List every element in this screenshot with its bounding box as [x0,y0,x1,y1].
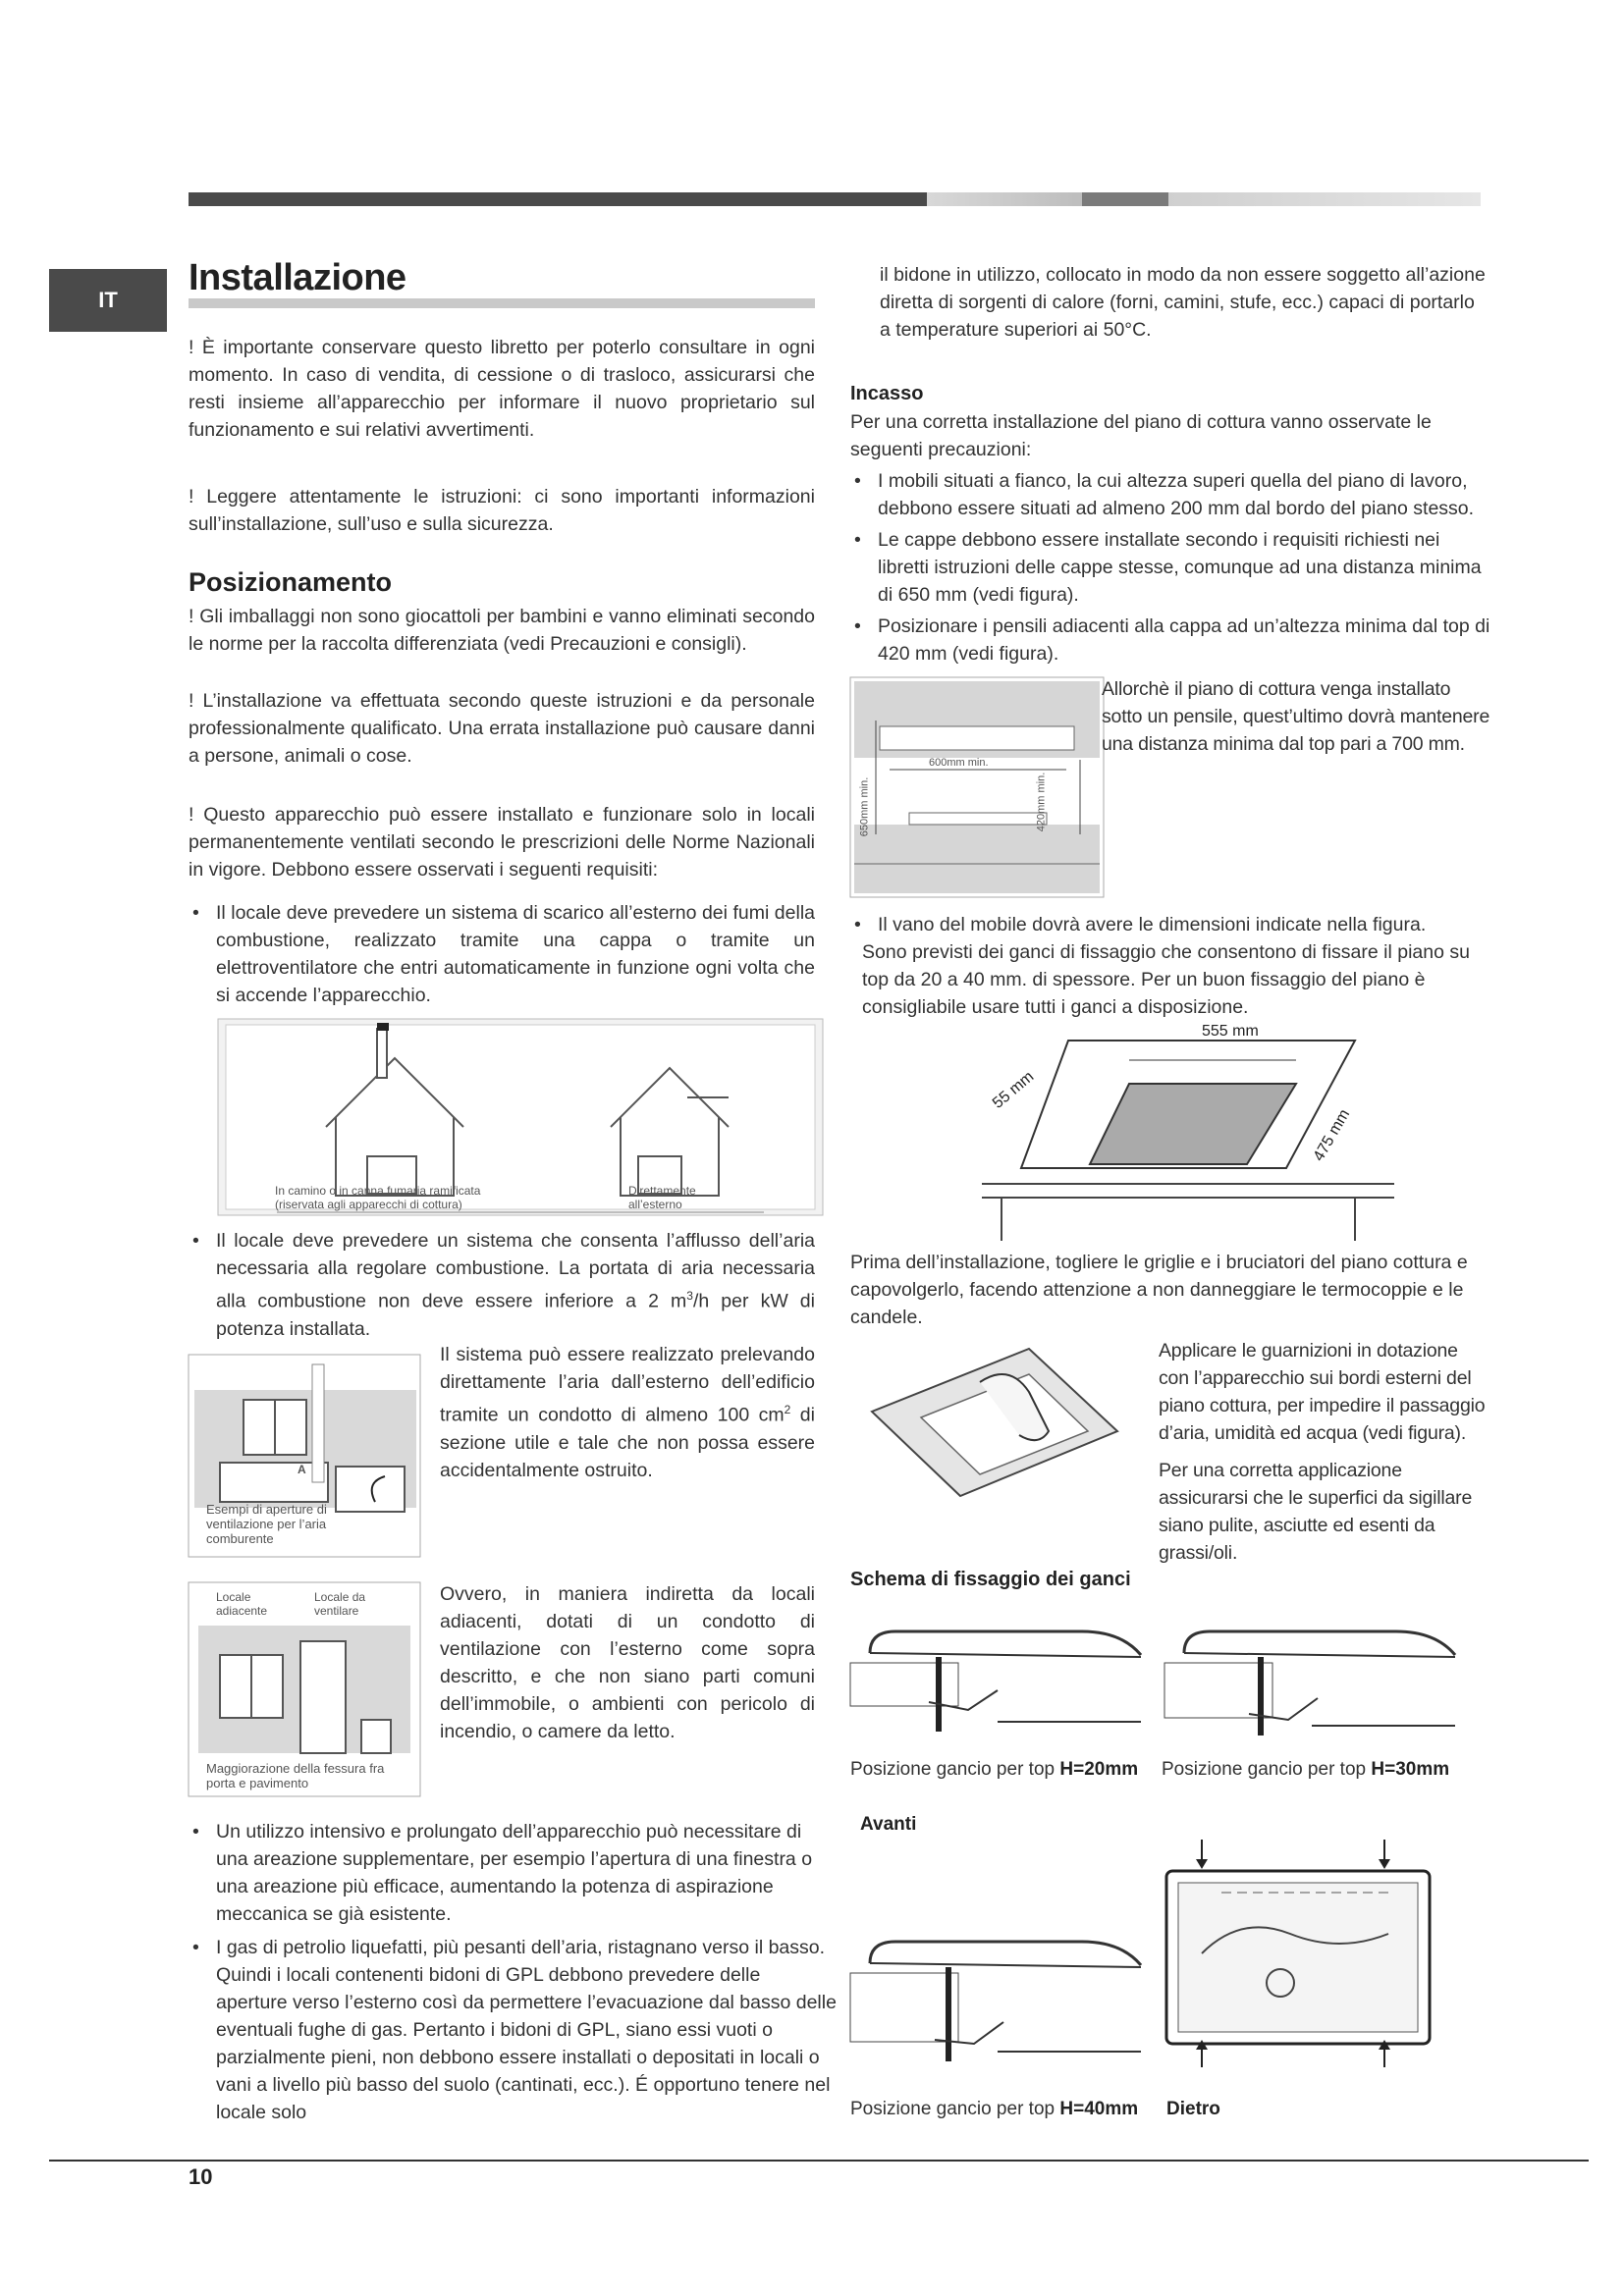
gasket-figure [862,1343,1127,1500]
cutout-dim-475: 475 mm [1310,1106,1354,1165]
ventilation-label-a: A [298,1463,306,1476]
exhaust-caption-right: Direttamente all’esterno [628,1184,696,1211]
cutout-dim-55: 55 mm [989,1068,1038,1112]
label-back: Dietro [1166,2099,1220,2119]
direct-air-text-1: Il sistema può essere realizzato prelevando direttamente l’aria dall’esterno dell’edificio tramite un condotto di almeno 100 cm [440,1344,815,1426]
paragraph-gaskets: Applicare le guarnizioni in dotazione con l’apparecchio sui bordi esterni del piano cottura, per impedire il passaggio d’aria, umidità ed acqua (vedi figura). [1159,1340,1486,1444]
direct-air-sup: 2 [784,1403,791,1416]
adjacent-room-caption: Maggiorazione della fessura fra porta e pavimento [206,1761,385,1790]
caption-hook-30mm [1162,1759,1449,1781]
paragraph-packaging: ! Gli imballaggi non sono giocattoli per bambini e vanno eliminati secondo le norme per la raccolta differenziata (vedi Precauzioni e consigli). [189,606,815,655]
adjacent-room-label-right: Locale da ventilare [314,1590,366,1618]
caption-hook-40mm-text: Posizione gancio per top [850,2099,1060,2119]
bullet-fume-exhaust: • Il locale deve prevedere un sistema di scarico all’esterno dei fumi della combustione, realizzato tramite una cappa o tramite un elettroventilatore che entri automaticamente in funzione ogni volta che si accende l’apparecchio. [189,899,815,1009]
bullet-air-supply [189,1227,815,1343]
bullet-lpg: • I gas di petrolio liquefatti, più pesanti dell’aria, ristagnano verso il basso. Quindi i locali contenenti bidoni di GPL debbono prevedere delle aperture verso l’esterno così da permettere l’evacuazione dal basso delle eventuali fughe di gas. Pertanto i bidoni di GPL, siano essi vuoti o parzialmente pieni, non debbono essere installati o depositati in locali o vani a livello più basso del suolo (cantinati, ecc.). É opportuno tenere nel locale solo [189,1934,837,2126]
paragraph-clean-surfaces: Per una corretta applicazione assicurarsi che le superfici da sigillare siano pulite, asciutte ed esenti da grassi/oli. [1159,1460,1473,1564]
heading-incasso: Incasso [850,383,924,404]
paragraph-indirect-air: Ovvero, in maniera indiretta da locali adiacenti, dotati di un condotto di ventilazione con l’esterno come sopra descritto, e che non siano parti comuni dell’immobile, o ambienti con pericolo di incendio, o camere da letto. [440,1583,815,1742]
page-title: Installazione [189,257,406,298]
heading-hook-scheme: Schema di fissaggio dei ganci [850,1569,1131,1590]
bullet-side-furniture: • I mobili situati a fianco, la cui altezza superi quella del piano di lavoro, debbono essere situati ad almeno 200 mm dal bordo del piano stesso. [850,467,1490,522]
caption-hook-30mm-value: H=30mm [1371,1759,1450,1780]
hood-dim-420: 420mm min. [1035,772,1048,832]
caption-hook-30mm-text: Posizione gancio per top [1162,1759,1372,1780]
footer-rule [49,2160,1589,2162]
bullet-hoods: • Le cappe debbono essere installate secondo i requisiti richiesti nei libretti istruzioni delle cappe stesse, comunque ad una distanza minima di 650 mm (vedi figura). [850,526,1490,609]
paragraph-incasso: Per una corretta installazione del piano di cottura vanno osservate le seguenti precauzioni: [850,411,1432,460]
caption-hook-20mm-value: H=20mm [1059,1759,1139,1780]
adjacent-room-label-left: Locale adiacente [216,1590,268,1618]
paragraph-fixing-hooks: Sono previsti dei ganci di fissaggio che consentono di fissare il piano su top da 20 a 40 mm. di spessore. Per un buon fissaggio del piano è consigliabile usare tutti i ganci a disposizione. [862,941,1470,1018]
hood-dim-650: 650mm min. [858,776,871,837]
hook-30mm-figure [1164,1614,1459,1751]
bullet-intensive-use: • Un utilizzo intensivo e prolungato dell’apparecchio può necessitare di una areazione supplementare, per esempio l’apertura di una finestra o una areazione più efficace, aumentando la potenza di aspirazione meccanica se già esistente. [189,1818,837,1928]
top-bar-mid [1082,192,1168,206]
direct-air-text-2: di sezione utile e tale che non possa essere accidentalmente ostruito. [440,1404,815,1481]
caption-hook-20mm [850,1759,1138,1781]
paragraph-direct-air [440,1341,815,1484]
paragraph-read-instructions: ! Leggere attentamente le istruzioni: ci sono importanti informazioni sull’installazione, sull’uso e sulla sicurezza. [189,486,815,535]
caption-hook-40mm [850,2099,1138,2120]
paragraph-wall-unit-700: Allorchè il piano di cottura venga installato sotto un pensile, quest’ultimo dovrà mantenere una distanza minima dal top pari a 700 mm. [1102,678,1490,755]
bullet-cabinet-dimensions: • Il vano del mobile dovrà avere le dimensioni indicate nella figura. [850,911,1490,938]
air-supply-sup: 3 [686,1289,693,1303]
heading-posizionamento: Posizionamento [189,567,393,597]
hob-underside-figure [1163,1836,1434,2079]
air-supply-text-1: Il locale deve prevedere un sistema che consenta l’afflusso dell’aria necessaria alla regolare combustione. La portata di aria necessaria alla combustione non deve essere inferiore a 2 m [216,1230,815,1312]
caption-hook-40mm-value: H=40mm [1059,2099,1139,2119]
paragraph-lpg-continued: il bidone in utilizzo, collocato in modo da non essere soggetto all’azione diretta di sorgenti di calore (forni, camini, stufe, ecc.) capaci di portarlo a temperature superiori ai 50°C. [880,264,1486,341]
paragraph-before-install: Prima dell’installazione, togliere le griglie e i bruciatori del piano cottura e capovolgerlo, facendo attenzione a non danneggiare le termocoppie e le candele. [850,1252,1468,1328]
hook-20mm-figure [850,1614,1145,1751]
paragraph-ventilated-rooms: ! Questo apparecchio può essere installato e funzionare solo in locali permanentemente ventilati secondo le prescrizioni delle Norme Nazionali in vigore. Debbono essere osservati i seguenti requisiti: [189,804,815,881]
paragraph-qualified-staff: ! L’installazione va effettuata secondo queste istruzioni e da personale professionalmente qualificato. Una errata installazione può causare danni a persone, animali o cose. [189,690,815,767]
top-bar-end [1168,192,1481,206]
page-number: 10 [189,2164,213,2189]
paragraph-keep-manual: ! È importante conservare questo libretto per poterlo consultare in ogni momento. In caso di vendita, di cessione o di trasloco, assicurarsi che resti insieme all’apparecchio per informare il nuovo proprietario sul funzionamento e sui relativi avvertimenti. [189,337,815,441]
hood-distance-figure [850,677,1104,897]
hook-40mm-figure [850,1924,1145,2081]
hood-dim-600: 600mm min. [929,757,989,769]
ventilation-caption: Esempi di aperture di ventilazione per l’aria comburente [206,1502,327,1546]
language-tab: IT [49,269,167,332]
bullet-wall-units: • Posizionare i pensili adiacenti alla cappa ad un’altezza minima dal top di 420 mm (vedi figura). [850,613,1490,667]
exhaust-caption-left: In camino o in canna fumaria ramificata (riservata agli apparecchi di cottura) [275,1184,481,1211]
cutout-dim-555: 555 mm [1202,1023,1259,1040]
label-front: Avanti [860,1814,917,1835]
top-bar-light [927,192,1082,206]
top-bar-dark [189,192,927,206]
air-supply-text-2: /h per kW di potenza installata. [216,1290,815,1340]
caption-hook-20mm-text: Posizione gancio per top [850,1759,1060,1780]
title-rule [189,298,815,308]
